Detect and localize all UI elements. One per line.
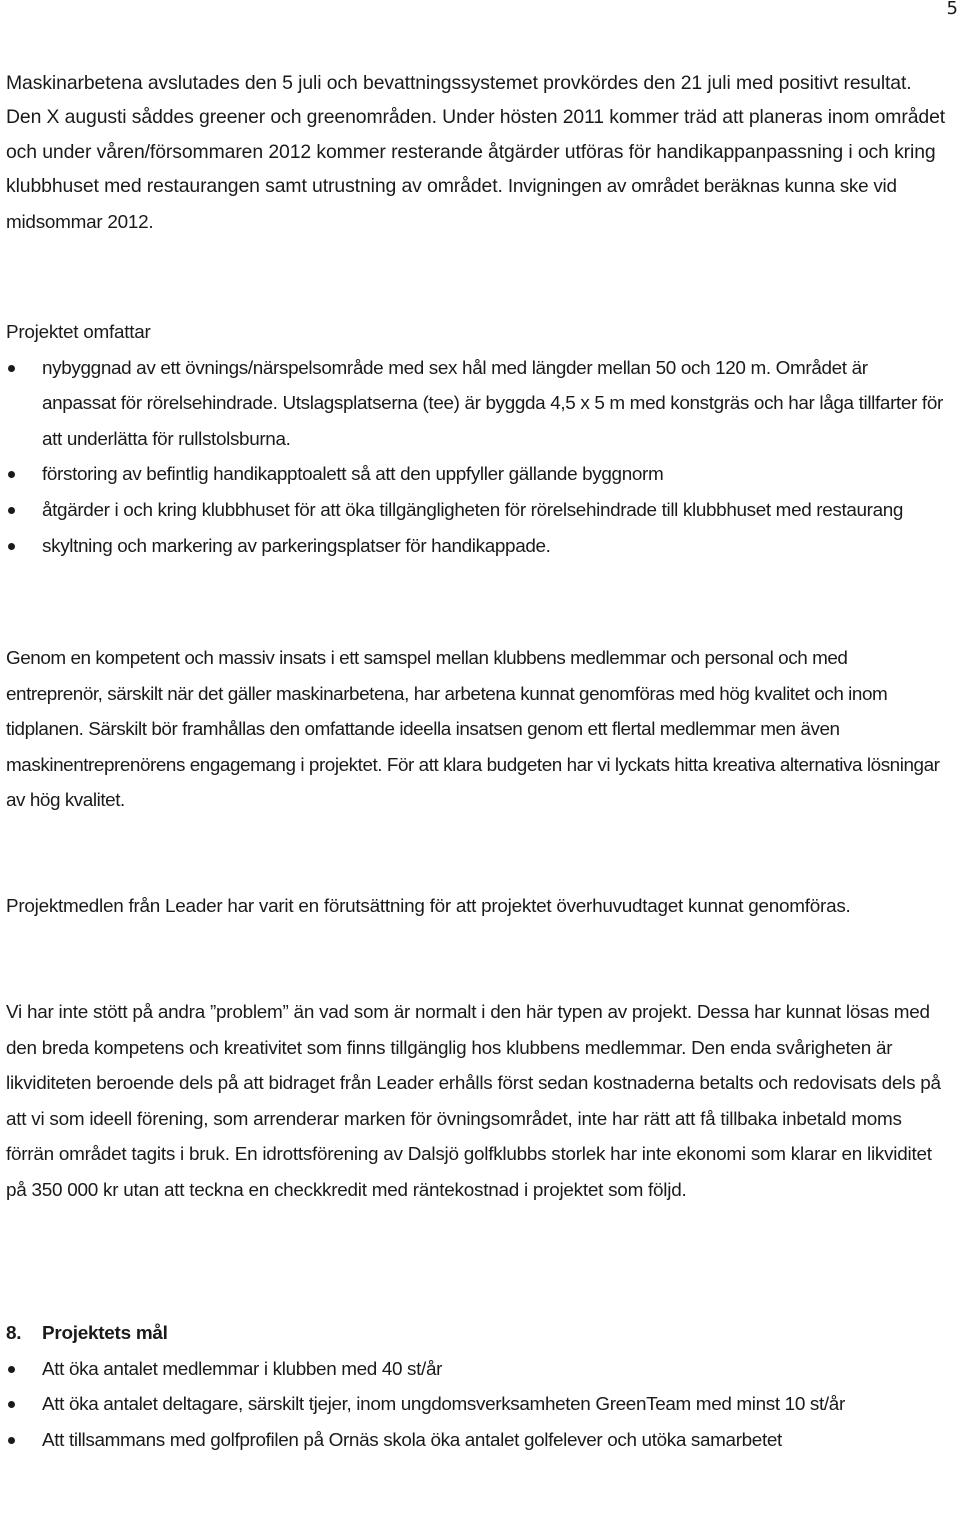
- list-item: [6, 457, 946, 493]
- collaboration-paragraph: Genom en kompetent och massiv insats i ett samspel mellan klubbens medlemmar och personal och med entreprenör, särskilt när det gäller maskinarbetena, har arbetena kunnat genomföras med hög kvalitet och inom tidplanen. Särskilt bör framhållas den omfattande ideella insatsen genom ett flertal medlemmar men även maskinentreprenörens engagemang i projektet. För att klara budgeten har vi lyckats hitta kreativa alternativa lösningar av hög kvalitet.: [6, 648, 940, 812]
- project-scope-section: [6, 315, 946, 564]
- list-item-text: förstoring av befintlig handikapptoalett så att den uppfyller gällande byggnorm: [42, 464, 664, 486]
- goals-heading-title: Projektets mål: [42, 1323, 168, 1344]
- list-item: [6, 1387, 946, 1423]
- progress-paragraph: [6, 66, 946, 240]
- list-item: [6, 1423, 946, 1459]
- page-number: 5: [946, 0, 958, 19]
- goals-list: [6, 1352, 946, 1459]
- bullet-icon: [8, 1366, 15, 1373]
- bullet-icon: [8, 1401, 15, 1408]
- bullet-icon: [8, 543, 15, 550]
- list-item-text: Att tillsammans med golfprofilen på Ornäs skola öka antalet golfelever och utöka samarbetet: [42, 1429, 782, 1451]
- bullet-icon: [8, 507, 15, 514]
- funding-paragraph: Projektmedlen från Leader har varit en förutsättning för att projektet överhuvudtaget kunnat genomföras.: [6, 896, 851, 917]
- scope-intro: Projektet omfattar: [6, 322, 151, 343]
- inauguration-text: Invigningen av området beräknas kunna ske vid midsommar 2012.: [6, 176, 897, 233]
- bullet-icon: [8, 471, 15, 478]
- bullet-icon: [8, 365, 15, 372]
- list-item: [6, 493, 946, 529]
- list-item-text: Att öka antalet medlemmar i klubben med 40 st/år: [42, 1358, 443, 1380]
- list-item: [6, 1352, 946, 1388]
- list-item-text: Att öka antalet deltagare, särskilt tjejer, inom ungdomsverksamheten GreenTeam med minst 10 st/år: [42, 1394, 845, 1416]
- list-item: [6, 351, 946, 458]
- list-item: [6, 529, 946, 565]
- bullet-icon: [8, 1437, 15, 1444]
- list-item-text: nybyggnad av ett övnings/närspelsområde med sex hål med längder mellan 50 och 120 m. Området är anpassat för rörelsehindrade. Utslagsplatserna (tee) är byggda 4,5 x 5 m med konstgräs och har låga tillfarter för att underlätta för rullstolsburna.: [42, 357, 943, 450]
- progress-text-arial: Maskinarbetena avslutades den 5 juli och bevattningssystemet provkördes den 21 juli med positivt resultat. Den X augusti såddes greener och greenområden. Under hösten 2011 kommer träd att planeras inom området och under våren/försommaren 2012 kommer resterande åtgärder utföras för handikappanpassning i och kring klubbhuset med restaurangen samt utrustning av området.: [6, 72, 946, 198]
- list-item-text: åtgärder i och kring klubbhuset för att öka tillgängligheten för rörelsehindrade till klubbhuset med restaurang: [42, 499, 904, 521]
- goals-heading: [6, 1316, 946, 1352]
- problems-paragraph: Vi har inte stött på andra ”problem” än vad som är normalt i den här typen av projekt. Dessa har kunnat lösas med den breda kompetens och kreativitet som finns tillgänglig hos klubbens medlemmar. Den enda svårigheten är likviditeten beroende dels på att bidraget från Leader erhålls först sedan kostnaderna betalts och redovisats dels på att vi som ideell förening, som arrenderar marken för övningsområdet, inte har rätt att få tillbaka inbetald moms förrän området tagits i bruk. En idrottsförening av Dalsjö golfklubbs storlek har inte ekonomi som klarar en likviditet på 350 000 kr utan att teckna en checkkredit med räntekostnad i projektet som följd.: [6, 1002, 941, 1201]
- list-item-text: skyltning och markering av parkeringsplatser för handikappade.: [42, 535, 551, 557]
- goals-heading-number: 8.: [6, 1323, 22, 1344]
- scope-list: [6, 351, 946, 565]
- goals-section: [6, 1316, 946, 1458]
